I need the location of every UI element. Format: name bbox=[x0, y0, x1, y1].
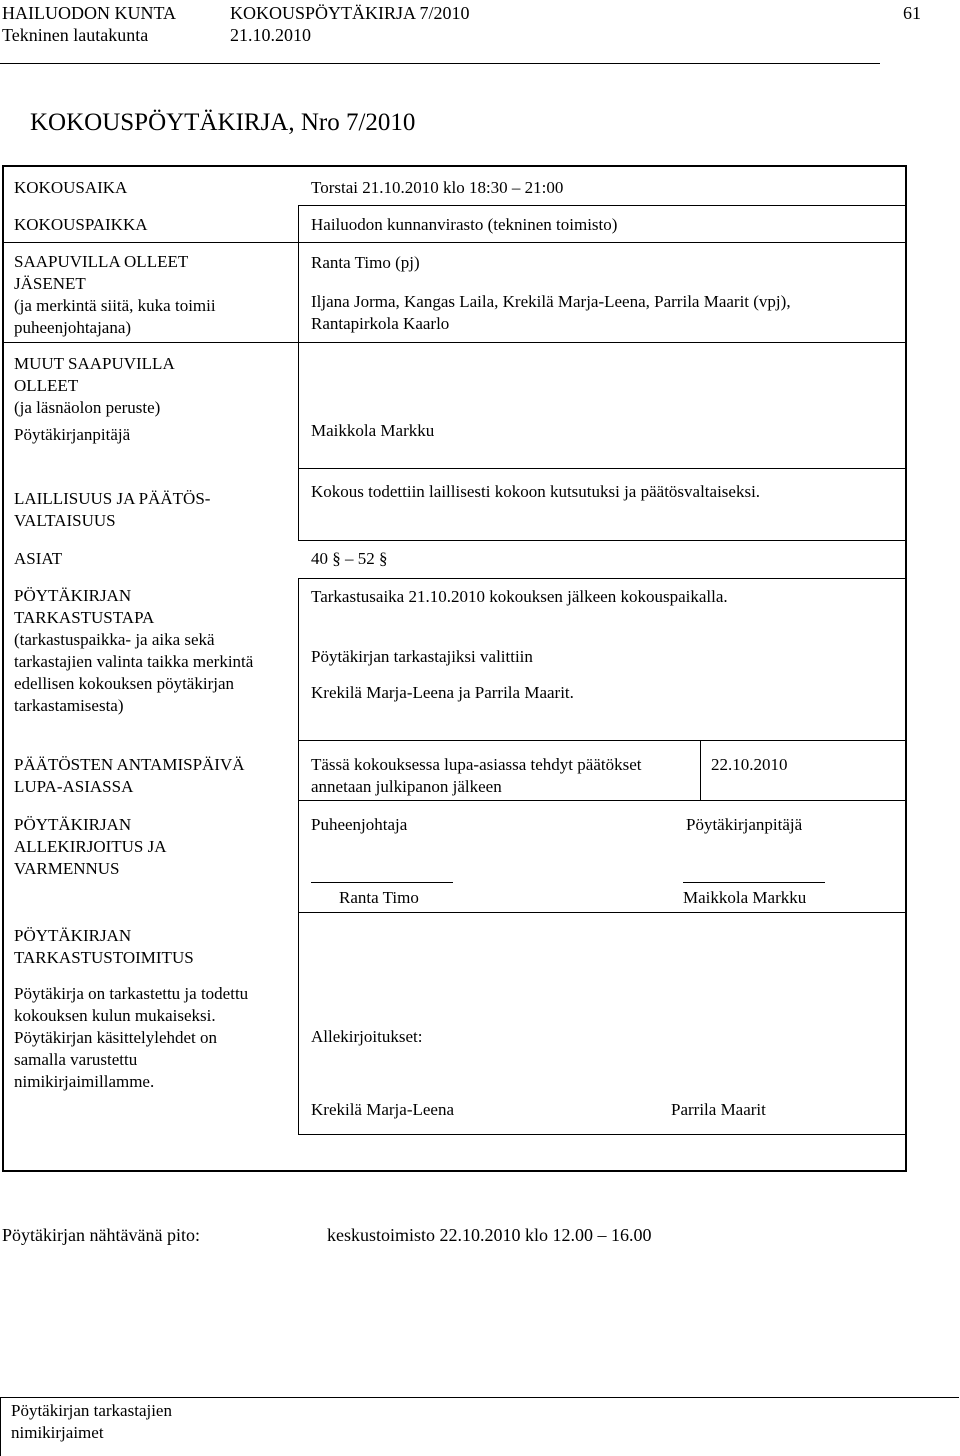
label-review-method: PÖYTÄKIRJAN TARKASTUSTAPA (tarkastuspaikka- ja aika sekä tarkastajien valinta taikka merkintä edellisen kokouksen pöytäkirjan tarkastamisesta) bbox=[14, 586, 254, 715]
initials-label: Pöytäkirjan tarkastajien nimikirjaimet bbox=[11, 1401, 172, 1442]
items-dash: – bbox=[345, 549, 354, 568]
initials-box bbox=[0, 1397, 959, 1456]
label-others-present: MUUT SAAPUVILLA OLLEET (ja läsnäolon peruste) Pöytäkirjanpitäjä bbox=[14, 354, 175, 444]
label-meeting-place: KOKOUSPAIKKA bbox=[14, 215, 148, 234]
value-chair: Ranta Timo (pj) bbox=[311, 253, 420, 272]
secretary-role: Pöytäkirjanpitäjä bbox=[686, 815, 803, 834]
value-legality: Kokous todettiin laillisesti kokoon kutsutuksi ja päätösvaltaiseksi. bbox=[311, 482, 761, 501]
value-members-line-2: Rantapirkola Kaarlo bbox=[311, 314, 450, 333]
items-from: 40 bbox=[311, 549, 328, 568]
label-meeting-time: KOKOUSAIKA bbox=[14, 178, 128, 197]
header-date: 21.10.2010 bbox=[230, 25, 311, 45]
header-municipality: HAILUODON KUNTA bbox=[2, 3, 177, 23]
value-meeting-place: Hailuodon kunnanvirasto (tekninen toimisto) bbox=[311, 215, 618, 234]
display-label: Pöytäkirjan nähtävänä pito: bbox=[2, 1225, 200, 1245]
section-sign-icon: § bbox=[332, 549, 341, 568]
section-sign-icon: § bbox=[379, 549, 388, 568]
label-members: SAAPUVILLA OLLEET JÄSENET (ja merkintä siitä, kuka toimii puheenjohtajana) bbox=[14, 252, 216, 337]
header-page-number: 61 bbox=[903, 3, 921, 23]
secretary-name: Maikkola Markku bbox=[683, 888, 807, 907]
items-to: 52 bbox=[357, 549, 375, 568]
checker-2-name: Parrila Maarit bbox=[671, 1100, 766, 1119]
chair-role: Puheenjohtaja bbox=[311, 815, 408, 834]
header-committee: Tekninen lautakunta bbox=[2, 25, 149, 45]
value-decision-date: 22.10.2010 bbox=[711, 755, 788, 774]
secretary-signature-line bbox=[683, 882, 825, 883]
label-decision-date: PÄÄTÖSTEN ANTAMISPÄIVÄ LUPA-ASIASSA bbox=[14, 755, 245, 796]
chair-signature-line bbox=[311, 882, 453, 883]
label-legality: LAILLISUUS JA PÄÄTÖS- VALTAISUUS bbox=[14, 489, 211, 530]
header-rule bbox=[0, 63, 880, 64]
checking-note: Pöytäkirja on tarkastettu ja todettu kokouksen kulun mukaiseksi. Pöytäkirjan käsittelylehdet on samalla varustettu nimikirjaimillamme. bbox=[14, 984, 249, 1091]
label-items: ASIAT bbox=[14, 549, 63, 568]
label-checking: PÖYTÄKIRJAN TARKASTUSTOIMITUS bbox=[14, 926, 194, 967]
value-items bbox=[311, 548, 388, 570]
value-reviewers: Krekilä Marja-Leena ja Parrila Maarit. bbox=[311, 683, 574, 702]
signatures-label: Allekirjoitukset: bbox=[311, 1027, 423, 1046]
value-decision-text: Tässä kokouksessa lupa-asiassa tehdyt päätökset annetaan julkipanon jälkeen bbox=[311, 755, 642, 796]
value-review-time: Tarkastusaika 21.10.2010 kokouksen jälkeen kokouspaikalla. bbox=[311, 587, 728, 606]
header-document: KOKOUSPÖYTÄKIRJA 7/2010 bbox=[230, 3, 470, 23]
chair-name: Ranta Timo bbox=[339, 888, 419, 907]
value-meeting-time: Torstai 21.10.2010 klo 18:30 – 21:00 bbox=[311, 178, 564, 197]
value-members-line-1: Iljana Jorma, Kangas Laila, Krekilä Marja-Leena, Parrila Maarit (vpj), bbox=[311, 292, 791, 311]
display-value: keskustoimisto 22.10.2010 klo 12.00 – 16.00 bbox=[327, 1225, 652, 1245]
value-review-chosen: Pöytäkirjan tarkastajiksi valittiin bbox=[311, 647, 533, 666]
value-secretary: Maikkola Markku bbox=[311, 421, 435, 440]
checker-1-name: Krekilä Marja-Leena bbox=[311, 1100, 454, 1119]
page-title: KOKOUSPÖYTÄKIRJA, Nro 7/2010 bbox=[30, 109, 416, 136]
label-signing: PÖYTÄKIRJAN ALLEKIRJOITUS JA VARMENNUS bbox=[14, 815, 167, 878]
